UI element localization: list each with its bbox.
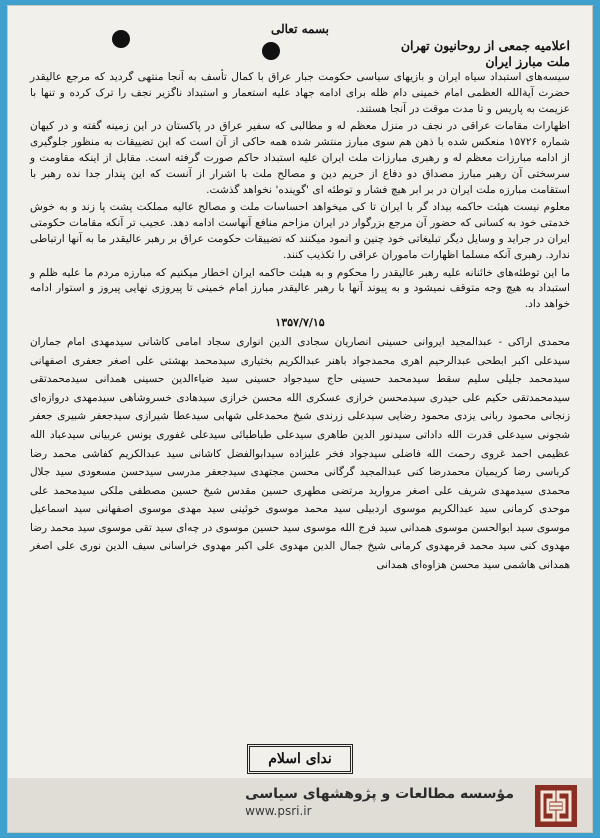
stamp-container: [8, 744, 592, 774]
institute-url[interactable]: www.psri.ir: [245, 804, 312, 818]
document-heading: بسمه تعالی: [270, 22, 330, 36]
publisher-stamp: ندای اسلام: [247, 744, 353, 774]
signatories-list: محمدی اراکی - عبدالمجید ایروانی حسینی انصاریان سجادی الدین انواری سجاد امامی کاشانی سیدمهدی امام جماران سیدعلی اکبر ابطحی عبدالرحیم اهری محمدجواد باهنر عبدالکریم بختیاری سیدمحمد بهشتی علی اصغر جعفری اصفهانی سیدمحمد جلیلی سلیم سقط سیدمحمد حسینی حاج سیدجواد حسینی سید ضیاءالدین حسینی همدانی سیدمحمدتقی سیدمحمدتقی حکیم علی حیدری سیدمحسن خرازی عسکری الله محسن خرازی سیدهادی خسروشاهی سیدمهدی دروازه‌ای زنجانی محمود ربانی یزدی محمود رضایی سیدعلی زرندی شیخ محمدعلی شهابی سیدعطا شیرازی سیدجعفر شبیری جعفر شجونی سیدعلی قدرت الله داداتی سیدنور الدین طاهری سیدعلی طباطبائی سیدعلی غفوری یونس عربیانی سیدعباد الله عظیمی احمد غروی رحمت الله فاضلی سیدجواد فخر علیزاده سیدابوالفضل کاشانی سید عبدالکریم کفاشی محمد رضا کرباسی رضا کریمیان محمدرضا کنی عبدالمجید گرگانی محسن مجتهدی سیدجعفر مدرسی سیدحسن مسعودی سید جلال محمدی سیدمهدی شریف علی اصغر مروارید مرتضی مطهری حسین مقدس شیخ حسین مصطفی ملکی سیدمحمد علی موحدی کرمانی سید عبدالکریم موسوی اردبیلی سید محمد موسوی خوئینی سید مهدی موسوی اصفهانی سید اسماعیل موسوی سید ابوالحسن موسوی همدانی سید فرج الله موسوی سید حسین موسوی در چه‌ای سید تقی موسوی سید محمد رضا مهدوی کنی سید محمد قرمهدوی کرمانی شیخ جمال الدین مهدوی علی اکبر مهدوی خراسانی سیف الدین نوری علی اصغر همدانی هاشمی سید محسن هزاوه‌ای همدانی: [30, 335, 570, 572]
document-date: [30, 316, 570, 329]
document-page: [8, 6, 592, 832]
document-title: اعلامیه جمعی از روحانیون تهران: [400, 38, 570, 53]
footer-bar: [8, 778, 592, 832]
footer-text: [245, 786, 514, 818]
paragraph-1: سیسه‌های استبداد سیاه ایران و بازیهای سیاسی حکومت جبار عراق با کمال تأسف به آنجا منتهی گردید که مرجع عالیقدر حضرت آیةالله العظمی امام خمینی دام ظله برای ادامه جهاد علیه استعمار و استبداد ناگزیر نجف را ترک کرده و تنها با عزیمت به پاریس و تا مدت موقت در آنجا هستند.: [30, 71, 570, 115]
document-addressee: ملت مبارز ایران: [485, 54, 570, 69]
knot-pattern-logo-icon: [534, 784, 578, 828]
document-body: [30, 22, 570, 575]
paragraph-3: معلوم نیست هیئت حاکمه بیداد گر با ایران تا کی میخواهد احساسات ملت و مصالح عالیه مملکت پشت پا زند و به خوش خدمتی خود به کسانی که حضور آن مرجع بزرگوار در ایران مزاحم منافع آنهاست ادامه دهد. عجیب تر آنکه مقامات حکومتی ایران در جراید و وسایل دیگر تبلیغاتی خود چنین و انمود میکنند که تضییقات حکومت عراق بر رهبر عالیقدر ما به آنها ارتباطی ندارد. رهبری آنکه مسلما اظهارات ماموران عراقی را تکذیب کنند.: [30, 201, 570, 261]
paragraph-4: ما این توطئه‌های خائنانه علیه رهبر عالیقدر را محکوم و به هیئت حاکمه ایران اخطار میکنیم که مبارزه مردم ما علیه ظلم و استبداد به هیچ وجه متوقف نمیشود و به پیوند آنها با رهبر عالیقدر مبارز امام خمینی تا پیروزی نهایی پیروز و استوار ادامه خواهد داد.: [30, 266, 570, 311]
date-text: ۱۳۵۷/۷/۱۵: [275, 315, 325, 329]
paragraph-2: اظهارات مقامات عراقی در نجف در منزل معظم له و مطالبی که سفیر عراق در پاکستان در این زمینه گفته و در کیهان شماره ۱۵۷۲۶ منعکس شده با ذهن هم سوی مبارز منتشر شده همه حاکی از آن است که این تضییقات به منظور جلوگیری از ادامه مبارزات معظم له و رهبری مبارزات ملت ایران علیه استبداد حاکم صورت گرفته است. مقابل از اینکه مقاومت و سرسختی آن رهبر مبارز مصداق دو دفاع از حریم دین و مصالح ملت با اشرار از آنست که این پندار جدا نده رهبر با استقامت مبارزه ملت ایران در بر ابر هیچ فشار و توطئه ای 'گوینده' نخواهد گذشت.: [30, 120, 570, 196]
institute-name: مؤسسه مطالعات و پژوهشهای سیاسی: [245, 786, 514, 802]
